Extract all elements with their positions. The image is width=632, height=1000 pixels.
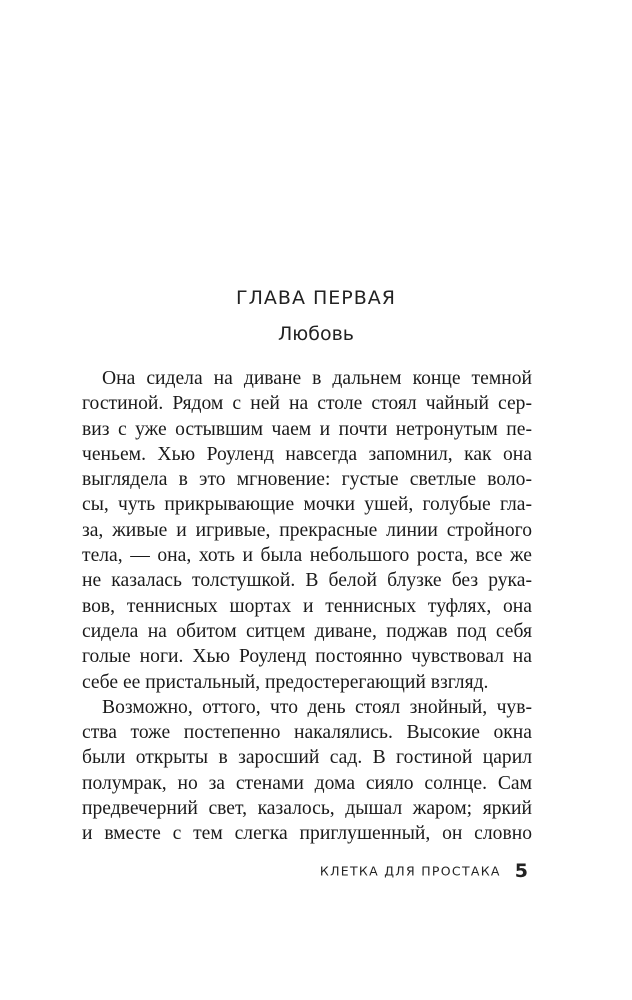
text-line: голые ноги. Хью Роуленд постоянно чувствовал на xyxy=(82,646,532,668)
text-line: ства тоже постепенно накалялись. Высокие окна xyxy=(82,722,532,744)
text-line: выглядела в это мгновение: густые светлые воло- xyxy=(82,469,532,491)
text-line: себе ее пристальный, предостерегающий взгляд. xyxy=(82,671,489,693)
text-line: предвечерний свет, казалось, дышал жаром; яркий xyxy=(82,798,532,820)
text-line: ченьем. Хью Роуленд навсегда запомнил, как она xyxy=(82,443,532,465)
text-line: сы, чуть прикрывающие мочки ушей, голубые гла- xyxy=(82,494,532,516)
text-line: и вместе с тем слегка приглушенный, он словно xyxy=(82,823,532,845)
text-line: вов, теннисных шортах и теннисных туфлях, она xyxy=(82,595,532,617)
text-line: виз с уже остывшим чаем и почти нетронутым пе- xyxy=(82,418,532,440)
text-line: были открыты в заросший сад. В гостиной царил xyxy=(82,747,532,769)
text-line: за, живые и игривые, прекрасные линии стройного xyxy=(82,519,532,541)
body-text xyxy=(82,366,532,847)
text-line: Возможно, оттого, что день стоял знойный, чув- xyxy=(102,696,532,718)
chapter-label: ГЛАВА ПЕРВАЯ xyxy=(236,287,396,309)
text-line: сидела на обитом ситцем диване, поджав под себя xyxy=(82,620,532,642)
chapter-title: Любовь xyxy=(277,323,355,345)
page-number: 5 xyxy=(514,860,528,882)
running-head: КЛЕТКА ДЛЯ ПРОСТАКА xyxy=(319,863,501,879)
text-line: тела, — она, хоть и была небольшого роста, все же xyxy=(82,545,532,567)
text-line: не казалась толстушкой. В белой блузке без рука- xyxy=(82,570,532,592)
text-line: полумрак, но за стенами дома сияло солнце. Сам xyxy=(82,772,532,794)
page-footer xyxy=(0,860,528,882)
text-line: гостиной. Рядом с ней на столе стоял чайный сер- xyxy=(82,393,532,415)
text-line: Она сидела на диване в дальнем конце темной xyxy=(102,368,532,389)
